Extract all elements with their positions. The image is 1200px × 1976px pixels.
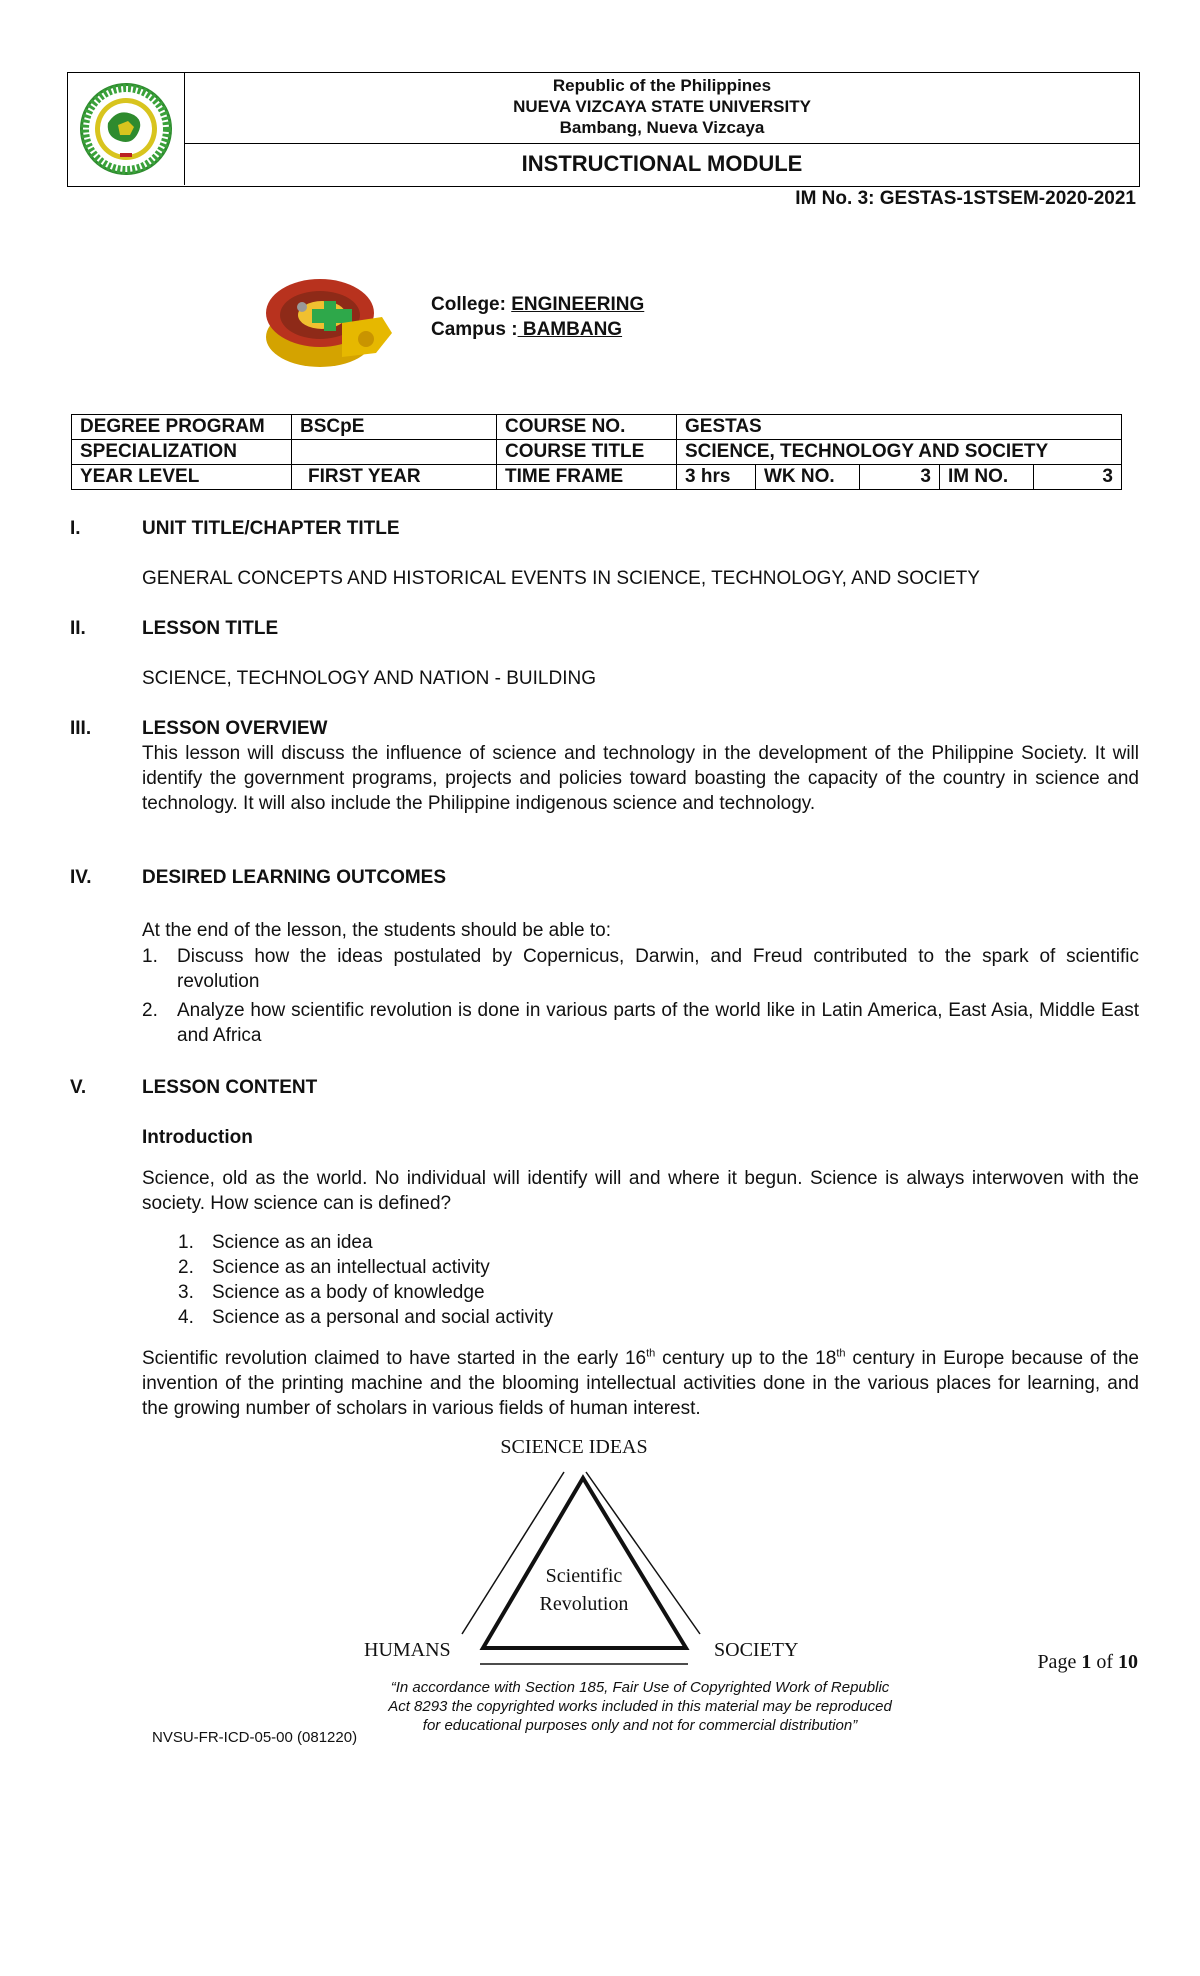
wk-no-value: 3: [860, 465, 940, 490]
diagram-triangle: [483, 1478, 686, 1648]
module-title: INSTRUCTIONAL MODULE: [521, 151, 803, 176]
section-title: LESSON TITLE: [142, 618, 279, 639]
diagram-label-top: SCIENCE IDEAS: [500, 1436, 648, 1458]
campus-value: BAMBANG: [517, 319, 623, 340]
intro-paragraph: Science, old as the world. No individual will identify will and where it begun. Science is always interwoven with the society. How science can is defined?: [142, 1168, 1139, 1214]
campus-location: Bambang, Nueva Vizcaya: [559, 118, 765, 137]
list-item-number: 1.: [142, 946, 158, 967]
im-no-value: 3: [1034, 465, 1122, 490]
list-item: Science as an idea: [212, 1232, 373, 1253]
university-seal-logo: [68, 73, 184, 185]
specialization-label: SPECIALIZATION: [72, 440, 292, 465]
list-item: Discuss how the ideas postulated by Copernicus, Darwin, and Freud contributed to the spark of scientific revolution: [177, 946, 1139, 992]
section-title: UNIT TITLE/CHAPTER TITLE: [142, 518, 400, 539]
diagram-label-right: SOCIETY: [714, 1639, 799, 1661]
revolution-paragraph: Scientific revolution claimed to have started in the early 16th century up to the 18th century in Europe because of the invention of the printing machine and the blooming intellectual activities done in the various places for learning, and the growing number of scholars in various fields of human interest.: [142, 1347, 1139, 1419]
unit-title-text: GENERAL CONCEPTS AND HISTORICAL EVENTS IN SCIENCE, TECHNOLOGY, AND SOCIETY: [142, 568, 980, 589]
degree-program-value: BSCpE: [292, 415, 497, 440]
section-title: LESSON CONTENT: [142, 1077, 318, 1098]
college-line: [431, 294, 644, 316]
document-header: [67, 72, 1140, 187]
diagram-center-line1: Scientific: [545, 1565, 623, 1587]
republic-line: Republic of the Philippines: [552, 76, 772, 95]
scientific-revolution-diagram: [340, 1430, 800, 1670]
wk-no-label: WK NO.: [756, 465, 860, 490]
table-row: [72, 440, 1122, 465]
year-level-value: FIRST YEAR: [292, 465, 497, 490]
course-no-label: COURSE NO.: [497, 415, 677, 440]
degree-program-label: DEGREE PROGRAM: [72, 415, 292, 440]
section-title: LESSON OVERVIEW: [142, 718, 328, 739]
college-engineering-logo: [262, 263, 402, 379]
diagram-center-line2: Revolution: [539, 1593, 629, 1615]
section-number: I.: [70, 518, 81, 539]
list-item-number: 2.: [178, 1257, 194, 1278]
list-item-number: 1.: [178, 1232, 194, 1253]
section-number: III.: [70, 718, 92, 739]
copyright-notice: “In accordance with Section 185, Fair Use of Copyrighted Work of Republic Act 8293 the copyrighted works included in this material may be reproduced for educational purposes only and not for commercial distribution”: [388, 1679, 892, 1734]
im-number: IM No. 3: GESTAS-1STSEM-2020-2021: [795, 188, 1136, 209]
section-number: IV.: [70, 867, 92, 888]
course-no-value: GESTAS: [677, 415, 1122, 440]
campus-label: Campus :: [431, 319, 518, 340]
university-seal-cell: [68, 73, 185, 185]
university-name: NUEVA VIZCAYA STATE UNIVERSITY: [513, 97, 811, 116]
lesson-title-text: SCIENCE, TECHNOLOGY AND NATION - BUILDING: [142, 668, 596, 689]
list-item-number: 4.: [178, 1307, 194, 1328]
course-info-table: [71, 414, 1122, 490]
college-value: ENGINEERING: [511, 294, 645, 315]
im-no-label: IM NO.: [940, 465, 1034, 490]
year-level-label: YEAR LEVEL: [72, 465, 292, 490]
section-number: V.: [70, 1077, 87, 1098]
diagram-label-left: HUMANS: [364, 1639, 451, 1661]
section-title: DESIRED LEARNING OUTCOMES: [142, 867, 447, 888]
subsection-title: Introduction: [142, 1127, 253, 1148]
section-number: II.: [70, 618, 86, 639]
list-item: Analyze how scientific revolution is done in various parts of the world like in Latin America, East Asia, Middle East and Africa: [177, 1000, 1139, 1046]
outcomes-intro: At the end of the lesson, the students should be able to:: [142, 920, 611, 941]
course-title-label: COURSE TITLE: [497, 440, 677, 465]
campus-line: [431, 319, 622, 341]
college-label: College:: [431, 294, 506, 315]
course-title-value: SCIENCE, TECHNOLOGY AND SOCIETY: [677, 440, 1122, 465]
time-frame-label: TIME FRAME: [497, 465, 677, 490]
list-item-number: 2.: [142, 1000, 158, 1021]
page-number: Page 1 of 10: [1037, 1651, 1138, 1673]
form-code: NVSU-FR-ICD-05-00 (081220): [152, 1729, 358, 1746]
specialization-value: [292, 440, 497, 465]
header-institution-block: [185, 73, 1139, 144]
list-item-number: 3.: [178, 1282, 194, 1303]
time-frame-value: 3 hrs: [677, 465, 756, 490]
list-item: Science as a personal and social activity: [212, 1307, 554, 1328]
table-row: [72, 465, 1122, 490]
table-row: [72, 415, 1122, 440]
list-item: Science as an intellectual activity: [212, 1257, 490, 1278]
list-item: Science as a body of knowledge: [212, 1282, 485, 1303]
lesson-overview-text: This lesson will discuss the influence of science and technology in the development of the Philippine Society. It will identify the government programs, projects and policies toward boasting the capacity of the country in science and technology. It will also include the Philippine indigenous science and technology.: [142, 743, 1139, 814]
